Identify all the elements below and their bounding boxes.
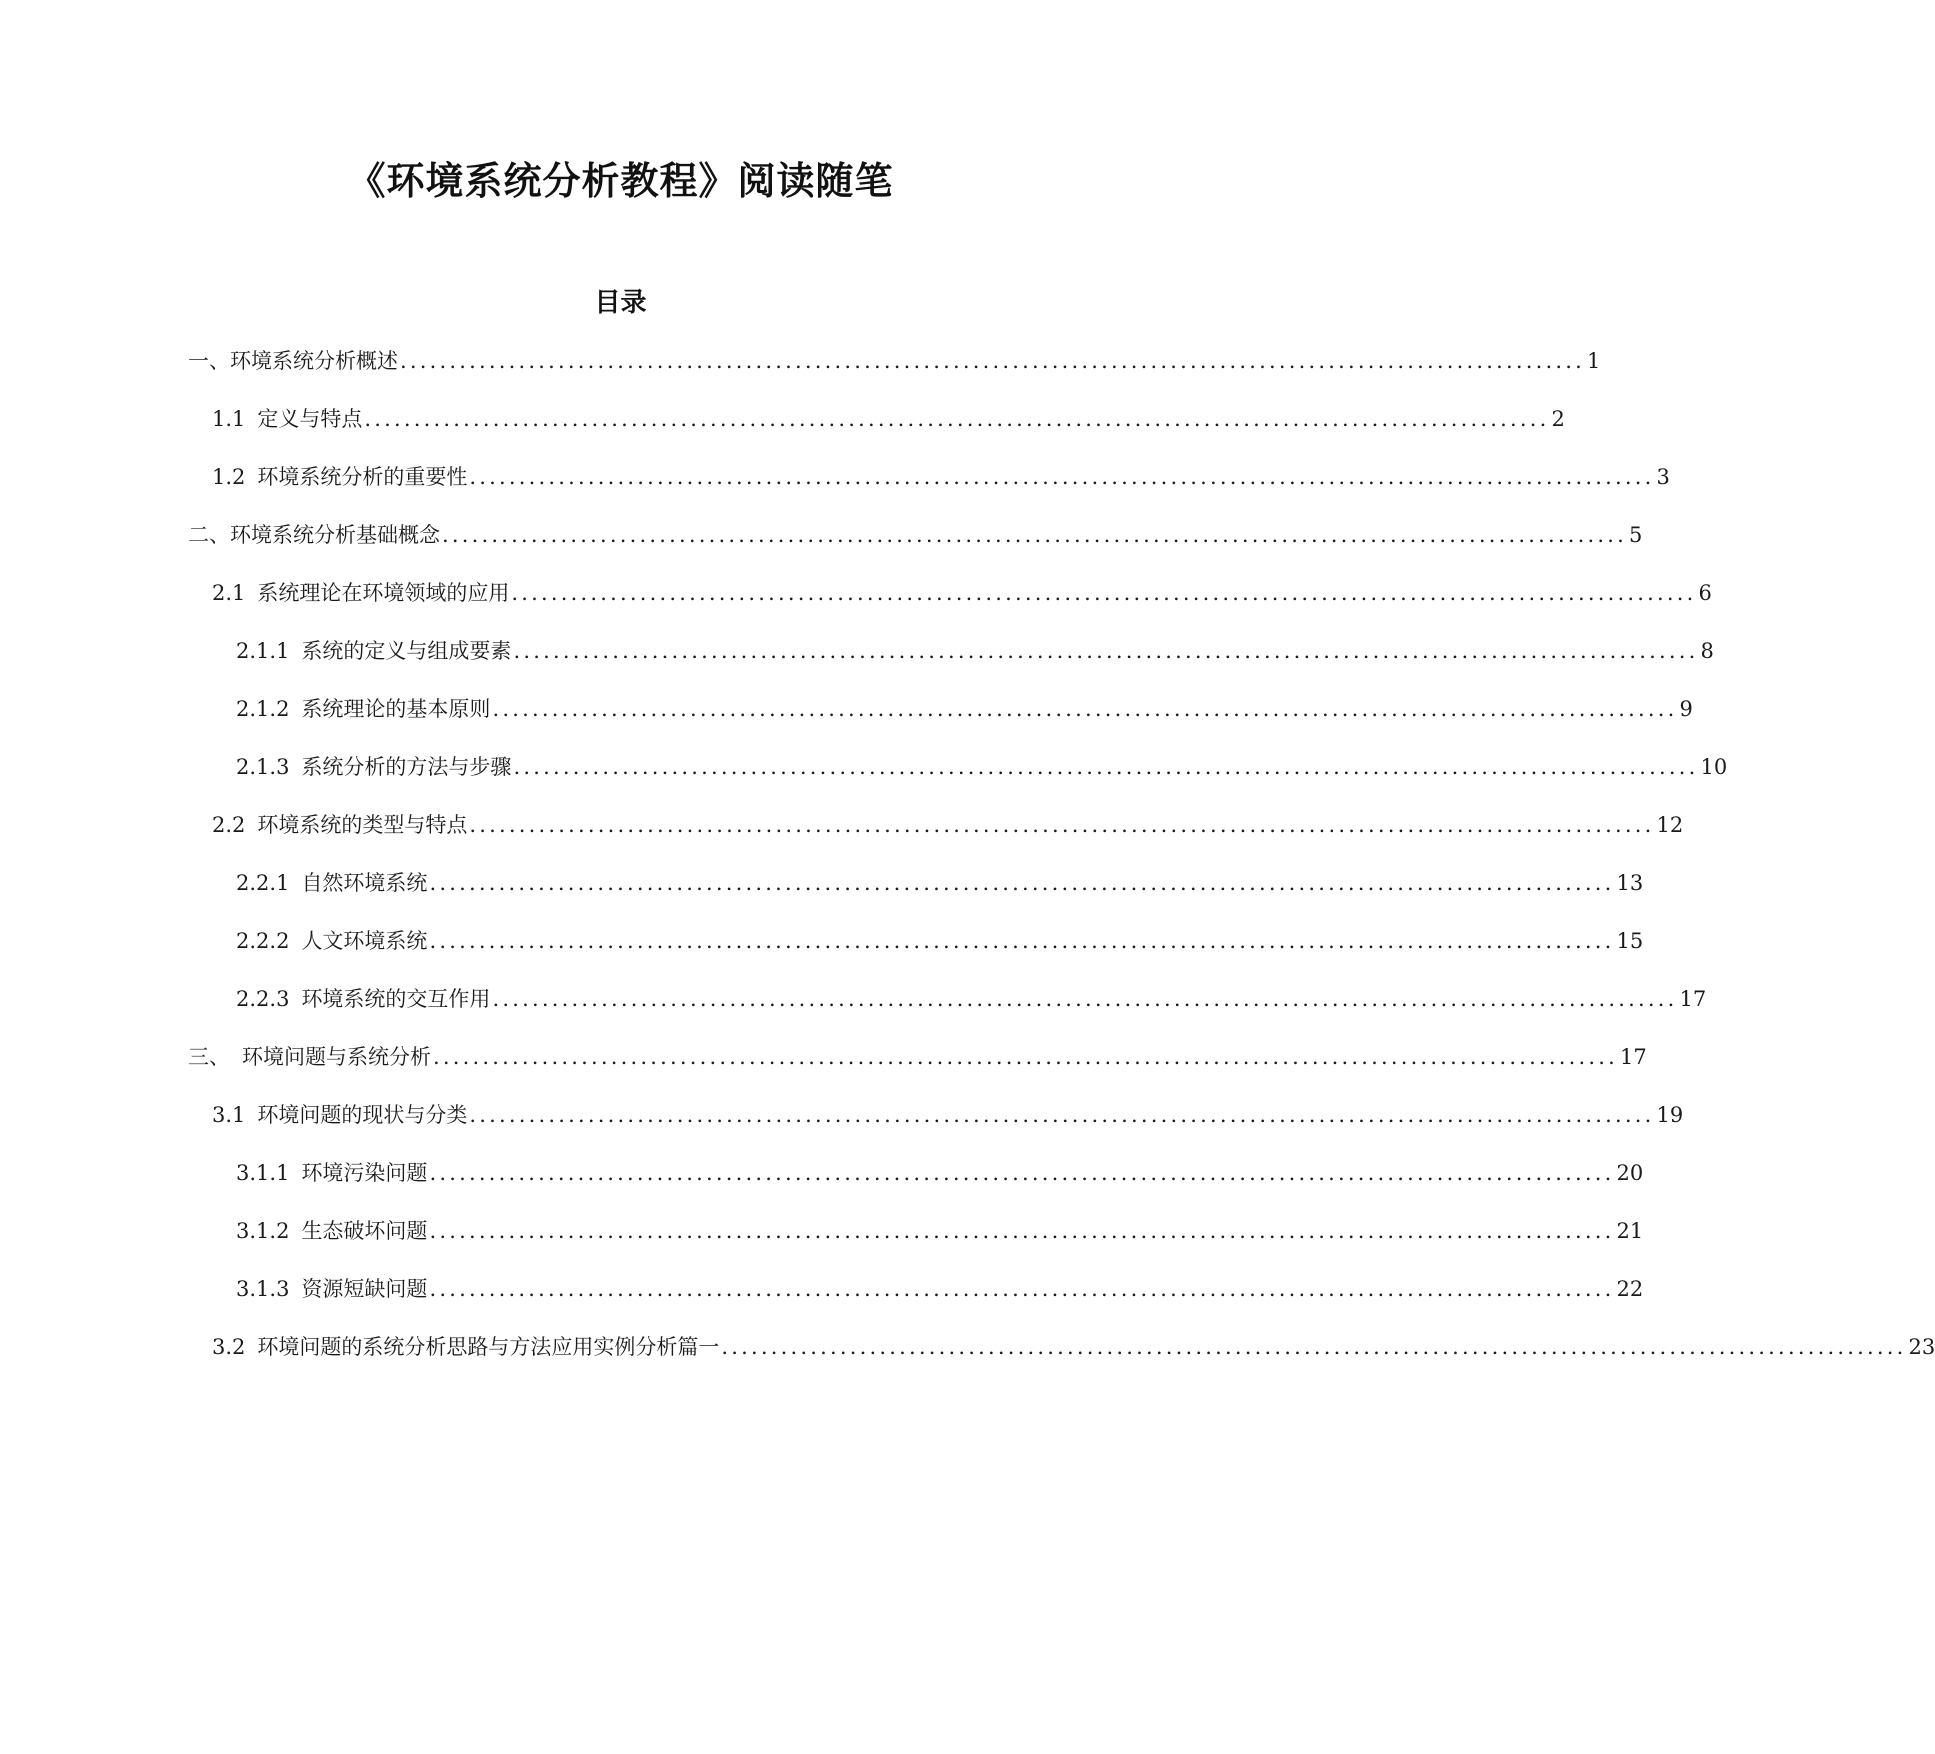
toc-entry-page: 19 bbox=[1656, 1103, 1684, 1127]
toc-entry-title: 资源短缺问题 bbox=[301, 1277, 428, 1301]
toc-entry-number: 2.2.2 bbox=[236, 929, 290, 953]
toc-entry-number: 1.2 bbox=[212, 465, 246, 489]
toc-entry-page: 17 bbox=[1679, 987, 1707, 1011]
toc-entry-title: 环境污染问题 bbox=[301, 1161, 428, 1185]
toc-leader-dots: ........................................................................................................................ bbox=[492, 697, 1678, 721]
toc-entry-title: 生态破坏问题 bbox=[301, 1219, 428, 1243]
toc-entry-title: 人文环境系统 bbox=[301, 929, 428, 953]
toc-entry[interactable] bbox=[212, 578, 1712, 608]
toc-entry-page: 21 bbox=[1616, 1219, 1644, 1243]
toc-entry-title: 自然环境系统 bbox=[301, 871, 428, 895]
toc-entry[interactable] bbox=[236, 752, 1728, 782]
toc-entry-number: 3.1.2 bbox=[236, 1219, 290, 1243]
toc-leader-dots: ........................................................................................................................ bbox=[469, 1103, 1655, 1127]
toc-entry-page: 6 bbox=[1698, 581, 1712, 605]
toc-entry-number: 2.1.2 bbox=[236, 697, 290, 721]
toc-entry-title: 环境系统的交互作用 bbox=[301, 987, 491, 1011]
toc-entry-page: 20 bbox=[1616, 1161, 1644, 1185]
toc-entry-number: 2.2.1 bbox=[236, 871, 290, 895]
toc-entry-title: 环境问题与系统分析 bbox=[242, 1045, 431, 1069]
toc-entry-title: 环境问题的现状与分类 bbox=[257, 1103, 468, 1127]
toc-entry-title: 环境系统分析基础概念 bbox=[230, 523, 440, 547]
toc-entry-title: 环境系统分析的重要性 bbox=[257, 465, 468, 489]
toc-entry-page: 1 bbox=[1587, 349, 1601, 373]
toc-leader-dots: ........................................................................................................................ bbox=[513, 755, 1699, 779]
toc-entry-page: 17 bbox=[1620, 1045, 1647, 1069]
toc-entry[interactable] bbox=[236, 636, 1714, 666]
toc-leader-dots: ........................................................................................................................ bbox=[364, 407, 1550, 431]
toc-entry-title: 环境系统分析概述 bbox=[230, 349, 398, 373]
toc-entry[interactable] bbox=[236, 984, 1707, 1014]
toc-entry-number: 2.1.1 bbox=[236, 639, 290, 663]
toc-entry-page: 9 bbox=[1679, 697, 1693, 721]
toc-entry-page: 2 bbox=[1551, 407, 1565, 431]
toc-entry[interactable] bbox=[188, 520, 1643, 550]
toc-entry-number: 一、 bbox=[188, 349, 230, 373]
toc-entry-number: 3.1.1 bbox=[236, 1161, 290, 1185]
toc-entry[interactable] bbox=[212, 1100, 1684, 1130]
toc-entry[interactable] bbox=[236, 694, 1693, 724]
toc-entry-number: 3.1 bbox=[212, 1103, 246, 1127]
toc-entry[interactable] bbox=[212, 1332, 1935, 1362]
toc-entry-title: 环境问题的系统分析思路与方法应用实例分析篇一 bbox=[257, 1335, 720, 1359]
toc-entry[interactable] bbox=[212, 810, 1684, 840]
toc-entry[interactable] bbox=[188, 346, 1601, 376]
toc-leader-dots: ........................................................................................................................ bbox=[442, 523, 1628, 547]
toc-entry-page: 3 bbox=[1656, 465, 1670, 489]
toc-entry[interactable] bbox=[212, 404, 1565, 434]
toc-leader-dots: ........................................................................................................................ bbox=[721, 1335, 1907, 1359]
toc-entry-number: 二、 bbox=[188, 523, 230, 547]
toc-leader-dots: ........................................................................................................................ bbox=[511, 581, 1697, 605]
toc-entry-number: 2.2.3 bbox=[236, 987, 290, 1011]
toc-entry-page: 12 bbox=[1656, 813, 1684, 837]
toc-leader-dots: ........................................................................................................................ bbox=[433, 1045, 1619, 1069]
toc-leader-dots: ........................................................................................................................ bbox=[429, 871, 1615, 895]
toc-entry-number: 3.2 bbox=[212, 1335, 246, 1359]
toc-entry[interactable] bbox=[236, 926, 1644, 956]
toc-entry-number: 三、 bbox=[188, 1045, 230, 1069]
toc-leader-dots: ........................................................................................................................ bbox=[469, 465, 1655, 489]
toc-entry-page: 8 bbox=[1700, 639, 1714, 663]
toc-entry-number: 2.2 bbox=[212, 813, 246, 837]
toc-entry[interactable] bbox=[188, 1042, 1647, 1072]
toc-entry-page: 15 bbox=[1616, 929, 1644, 953]
toc-entry-page: 23 bbox=[1908, 1335, 1935, 1359]
toc-leader-dots: ........................................................................................................................ bbox=[513, 639, 1699, 663]
toc-leader-dots: ........................................................................................................................ bbox=[429, 1277, 1615, 1301]
toc-entry[interactable] bbox=[236, 1216, 1644, 1246]
toc-entry-page: 22 bbox=[1616, 1277, 1644, 1301]
toc-entry-page: 10 bbox=[1700, 755, 1728, 779]
toc-entry[interactable] bbox=[236, 1158, 1644, 1188]
toc-entry-title: 环境系统的类型与特点 bbox=[257, 813, 468, 837]
toc-leader-dots: ........................................................................................................................ bbox=[492, 987, 1678, 1011]
toc-entry-title: 系统理论在环境领域的应用 bbox=[257, 581, 510, 605]
toc-leader-dots: ........................................................................................................................ bbox=[400, 349, 1586, 373]
toc-leader-dots: ........................................................................................................................ bbox=[429, 1161, 1615, 1185]
toc-entry-number: 2.1 bbox=[212, 581, 246, 605]
toc-entry-title: 系统理论的基本原则 bbox=[301, 697, 491, 721]
toc-entry-title: 系统分析的方法与步骤 bbox=[301, 755, 512, 779]
toc-entry-title: 系统的定义与组成要素 bbox=[301, 639, 512, 663]
toc-entry-number: 1.1 bbox=[212, 407, 246, 431]
toc-entry[interactable] bbox=[212, 462, 1670, 492]
toc-leader-dots: ........................................................................................................................ bbox=[469, 813, 1655, 837]
toc-entry[interactable] bbox=[236, 868, 1644, 898]
document-title: 《环境系统分析教程》阅读随笔 bbox=[347, 159, 894, 203]
toc-entry-page: 13 bbox=[1616, 871, 1644, 895]
toc-entry-number: 3.1.3 bbox=[236, 1277, 290, 1301]
toc-entry[interactable] bbox=[236, 1274, 1644, 1304]
toc-heading: 目录 bbox=[594, 288, 647, 318]
toc-leader-dots: ........................................................................................................................ bbox=[429, 1219, 1615, 1243]
toc-entry-number: 2.1.3 bbox=[236, 755, 290, 779]
toc-leader-dots: ........................................................................................................................ bbox=[429, 929, 1615, 953]
toc-entry-title: 定义与特点 bbox=[257, 407, 363, 431]
toc-entry-page: 5 bbox=[1629, 523, 1643, 547]
